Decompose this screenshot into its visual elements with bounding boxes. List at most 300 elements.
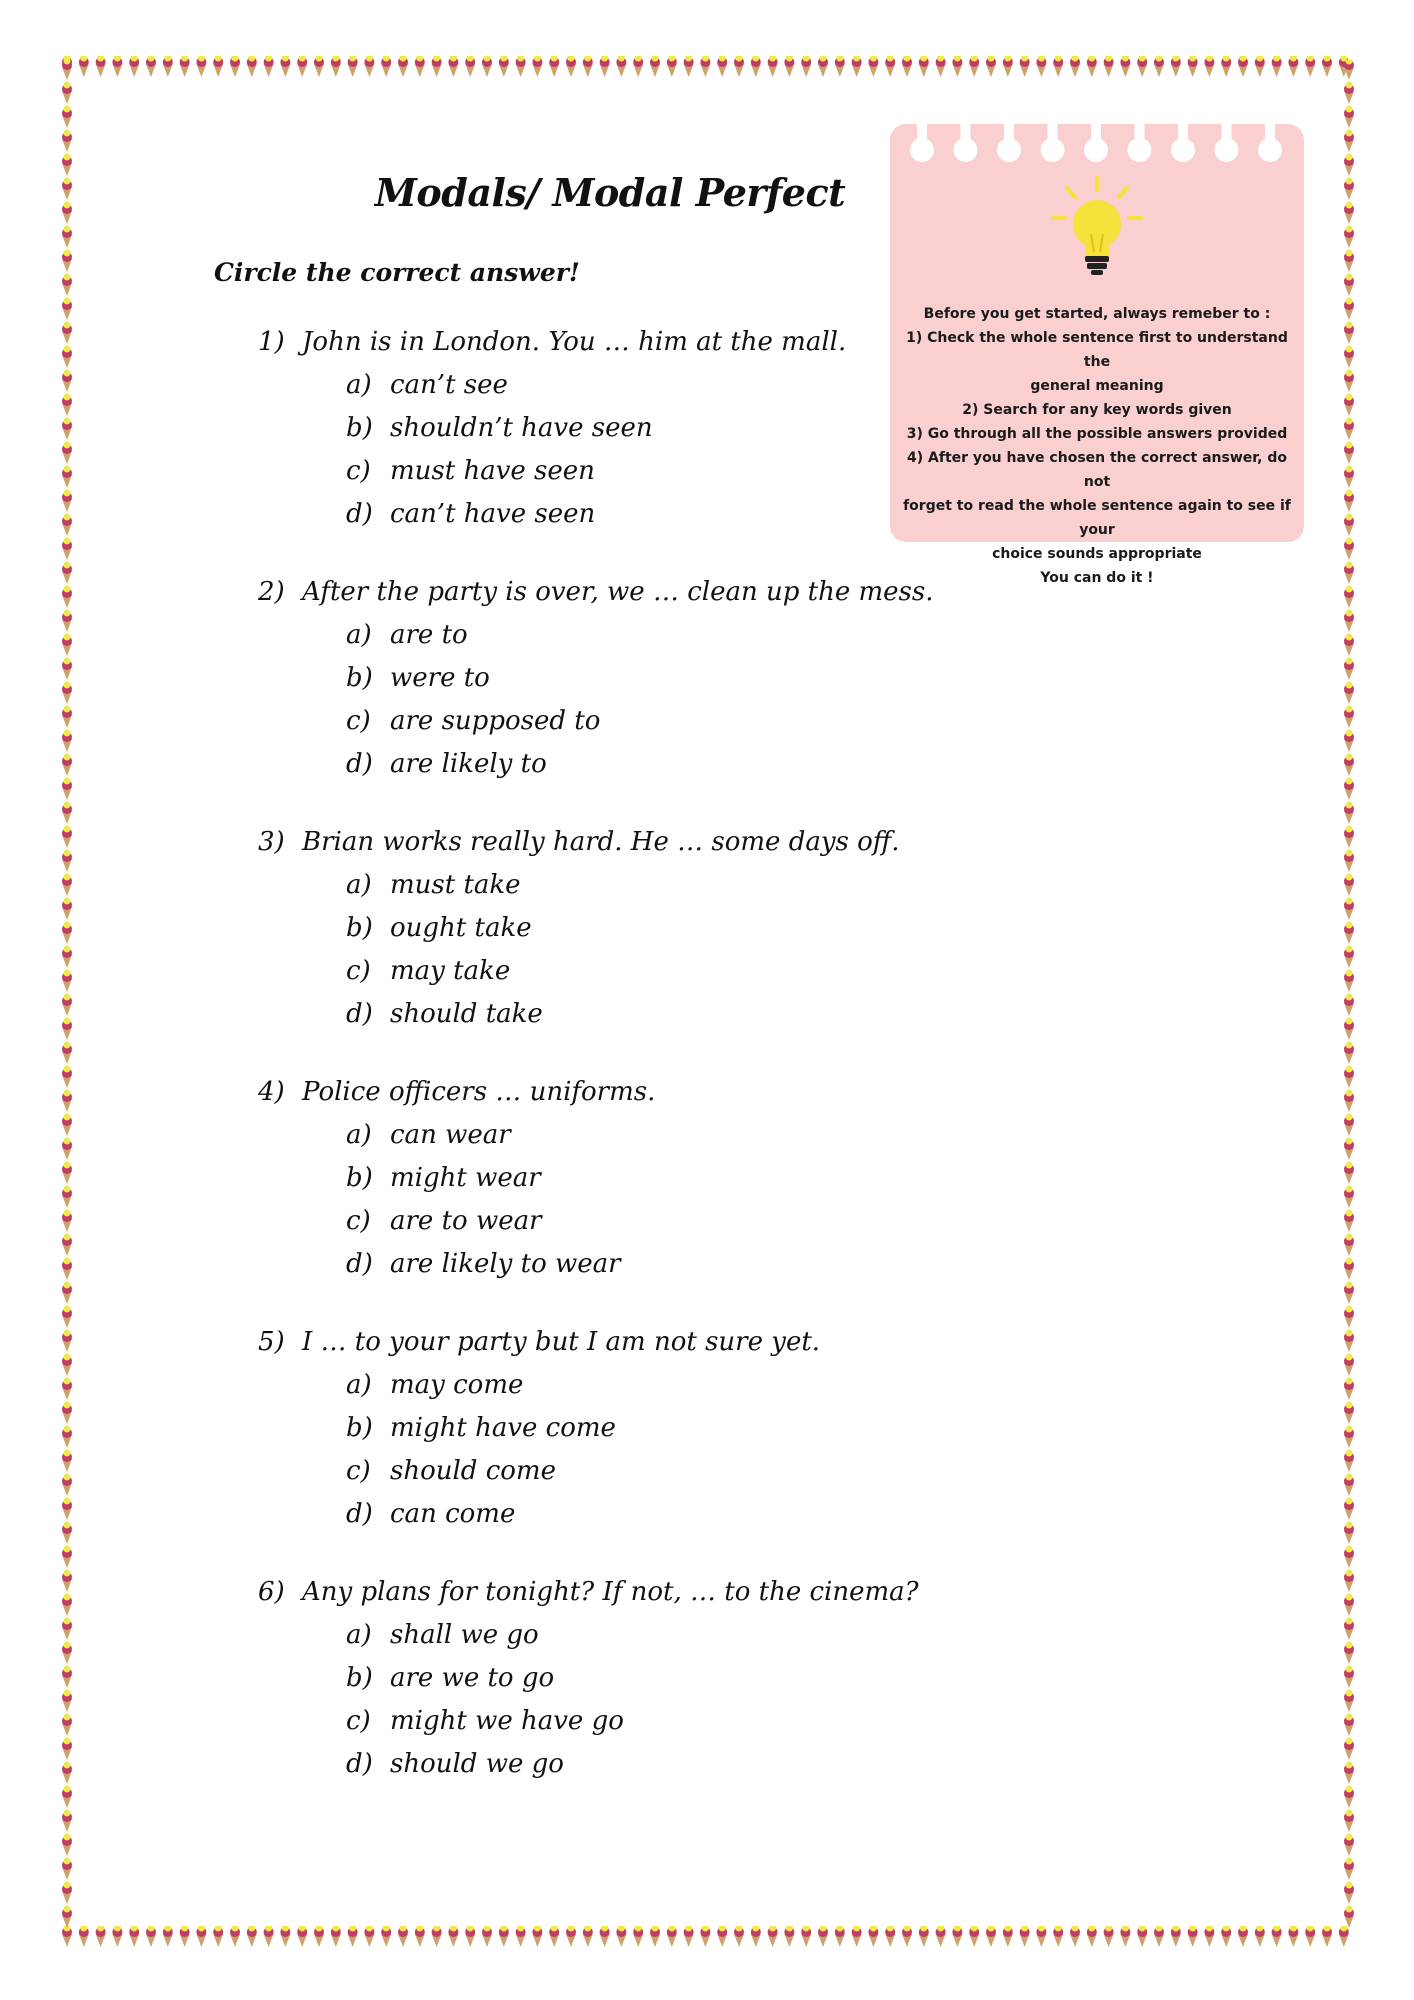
ice-cream-cone-icon	[62, 1378, 72, 1401]
ice-cream-cone-icon	[62, 970, 72, 993]
option-letter: d)	[346, 1499, 373, 1529]
ice-cream-cone-icon	[62, 1210, 72, 1233]
ice-cream-cone-icon	[1344, 1570, 1354, 1593]
option-letter: d)	[346, 999, 373, 1029]
ice-cream-cone-icon	[1344, 82, 1354, 105]
answer-option[interactable]	[258, 864, 958, 907]
ice-cream-cone-icon	[62, 1570, 72, 1593]
answer-option[interactable]	[258, 1114, 958, 1157]
ice-cream-cone-icon	[684, 1926, 694, 1947]
ice-cream-cone-icon	[919, 1926, 929, 1947]
ice-cream-cone-icon	[633, 1926, 643, 1947]
ice-cream-cone-icon	[1344, 658, 1354, 681]
ice-cream-cone-icon	[180, 56, 190, 77]
ice-cream-cone-icon	[1344, 922, 1354, 945]
question-text: Brian works really hard. He … some days off.	[302, 827, 900, 857]
ice-cream-cone-icon	[1104, 1926, 1114, 1947]
ice-cream-cone-icon	[1120, 56, 1130, 77]
question-list	[258, 320, 958, 1820]
ice-cream-cone-icon	[868, 56, 878, 77]
binding-hole	[1171, 138, 1195, 162]
ice-cream-cone-icon	[1344, 1162, 1354, 1185]
ice-cream-cone-icon	[784, 56, 794, 77]
answer-option[interactable]	[258, 1157, 958, 1200]
ice-cream-cone-icon	[62, 1258, 72, 1281]
ice-cream-cone-icon	[297, 56, 307, 77]
ice-cream-cone-icon	[1344, 514, 1354, 537]
ice-cream-cone-icon	[1255, 1926, 1265, 1947]
ice-cream-cone-icon	[448, 1926, 458, 1947]
ice-cream-cone-icon	[62, 1234, 72, 1257]
ice-cream-cone-icon	[62, 946, 72, 969]
ice-cream-cone-icon	[62, 706, 72, 729]
ice-cream-cone-icon	[1344, 586, 1354, 609]
ice-cream-cone-icon	[62, 1498, 72, 1521]
answer-option[interactable]	[258, 364, 958, 407]
ice-cream-cone-icon	[62, 298, 72, 321]
ice-cream-cone-icon	[62, 154, 72, 177]
option-text: are supposed to	[390, 706, 601, 736]
ice-cream-cone-icon	[936, 56, 946, 77]
answer-option[interactable]	[258, 614, 958, 657]
question-line	[258, 570, 958, 614]
ice-cream-cone-icon	[1070, 56, 1080, 77]
question-number: 4)	[258, 1077, 285, 1107]
ice-cream-cone-icon	[1344, 1090, 1354, 1113]
ice-cream-cone-icon	[196, 56, 206, 77]
ice-cream-cone-icon	[516, 1926, 526, 1947]
question-line	[258, 820, 958, 864]
question-number: 3)	[258, 827, 285, 857]
instruction-text: Circle the correct answer!	[214, 258, 580, 287]
answer-option[interactable]	[258, 1243, 958, 1286]
answer-option[interactable]	[258, 450, 958, 493]
ice-cream-cone-icon	[62, 490, 72, 513]
ice-cream-cone-icon	[1344, 1666, 1354, 1689]
option-text: can come	[390, 1499, 516, 1529]
ice-cream-cone-icon	[1036, 56, 1046, 77]
ice-cream-cone-icon	[1020, 56, 1030, 77]
option-text: might wear	[390, 1163, 541, 1193]
question-6	[258, 1570, 958, 1786]
option-text: should we go	[390, 1749, 564, 1779]
ice-cream-cone-icon	[1120, 1926, 1130, 1947]
ice-cream-cone-icon	[62, 1354, 72, 1377]
option-letter: d)	[346, 1249, 373, 1279]
answer-option[interactable]	[258, 700, 958, 743]
ice-cream-cone-icon	[1344, 1234, 1354, 1257]
ice-cream-cone-icon	[62, 850, 72, 873]
answer-option[interactable]	[258, 1493, 958, 1536]
ice-cream-cone-icon	[1344, 778, 1354, 801]
ice-cream-cone-icon	[62, 250, 72, 273]
ice-cream-cone-icon	[616, 56, 626, 77]
ice-cream-cone-icon	[600, 1926, 610, 1947]
ice-cream-cone-icon	[1344, 490, 1354, 513]
ice-cream-cone-icon	[62, 1306, 72, 1329]
ice-cream-cone-icon	[566, 1926, 576, 1947]
ice-cream-cone-icon	[1344, 1546, 1354, 1569]
option-letter: b)	[346, 663, 373, 693]
ice-cream-cone-icon	[180, 1926, 190, 1947]
ice-cream-cone-icon	[1344, 1138, 1354, 1161]
option-letter: b)	[346, 1163, 373, 1193]
ice-cream-cone-icon	[62, 226, 72, 249]
ice-cream-cone-icon	[600, 56, 610, 77]
ice-cream-cone-icon	[717, 1926, 727, 1947]
answer-option[interactable]	[258, 1200, 958, 1243]
ice-cream-cone-icon	[1322, 1926, 1332, 1947]
ice-cream-cone-icon	[1344, 634, 1354, 657]
ice-cream-cone-icon	[784, 1926, 794, 1947]
ice-cream-cone-icon	[1344, 1330, 1354, 1353]
question-3	[258, 820, 958, 1036]
answer-option[interactable]	[258, 907, 958, 950]
question-1	[258, 320, 958, 536]
ice-cream-cone-icon	[146, 56, 156, 77]
ice-cream-cone-icon	[348, 1926, 358, 1947]
ice-cream-cone-icon	[96, 56, 106, 77]
ice-cream-cone-icon	[1344, 466, 1354, 489]
ice-cream-cone-icon	[1344, 1402, 1354, 1425]
answer-option[interactable]	[258, 657, 958, 700]
ice-cream-cone-icon	[1344, 1738, 1354, 1761]
answer-option[interactable]	[258, 1450, 958, 1493]
ice-cream-cone-icon	[650, 1926, 660, 1947]
ice-cream-cone-icon	[986, 1926, 996, 1947]
ice-cream-cone-icon	[1344, 1522, 1354, 1545]
question-text: I … to your party but I am not sure yet.	[302, 1327, 821, 1357]
question-4	[258, 1070, 958, 1286]
ice-cream-cone-icon	[62, 1618, 72, 1641]
ice-cream-cone-icon	[163, 1926, 173, 1947]
ice-cream-cone-icon	[1344, 1906, 1354, 1929]
binding-hole	[910, 138, 934, 162]
ice-cream-cone-icon	[331, 1926, 341, 1947]
ice-cream-cone-icon	[331, 56, 341, 77]
binding-hole	[954, 138, 978, 162]
ice-cream-cone-icon	[112, 1926, 122, 1947]
answer-option[interactable]	[258, 1407, 958, 1450]
ice-cream-cone-icon	[1344, 1594, 1354, 1617]
ice-cream-cone-icon	[62, 274, 72, 297]
ice-cream-cone-icon	[62, 1114, 72, 1137]
answer-option[interactable]	[258, 743, 958, 786]
ice-cream-cone-icon	[1344, 1426, 1354, 1449]
ice-cream-cone-icon	[1344, 1810, 1354, 1833]
ice-cream-cone-icon	[1221, 1926, 1231, 1947]
ice-cream-cone-icon	[768, 56, 778, 77]
ice-cream-cone-icon	[62, 994, 72, 1017]
answer-option[interactable]	[258, 1743, 958, 1786]
option-letter: a)	[346, 370, 372, 400]
answer-option[interactable]	[258, 1614, 958, 1657]
option-letter: c)	[346, 706, 371, 736]
ice-cream-cone-icon	[801, 56, 811, 77]
ice-cream-cone-icon	[62, 394, 72, 417]
ice-cream-cone-icon	[62, 1090, 72, 1113]
question-number: 1)	[258, 327, 285, 357]
ice-cream-cone-icon	[465, 1926, 475, 1947]
ice-cream-cone-icon	[1344, 250, 1354, 273]
option-letter: b)	[346, 413, 373, 443]
ice-cream-cone-icon	[364, 1926, 374, 1947]
ice-cream-cone-icon	[583, 1926, 593, 1947]
question-text: Police officers … uniforms.	[302, 1077, 656, 1107]
ice-cream-cone-icon	[1344, 1042, 1354, 1065]
ice-cream-cone-icon	[96, 1926, 106, 1947]
ice-cream-cone-icon	[62, 1018, 72, 1041]
ice-cream-cone-icon	[1344, 1378, 1354, 1401]
option-letter: a)	[346, 1370, 372, 1400]
option-text: are we to go	[390, 1663, 555, 1693]
ice-cream-cone-icon	[62, 730, 72, 753]
ice-cream-cone-icon	[62, 60, 72, 80]
ice-cream-cone-icon	[62, 898, 72, 921]
ice-cream-cone-icon	[1344, 346, 1354, 369]
ice-cream-cone-icon	[62, 1714, 72, 1737]
ice-cream-cone-icon	[852, 56, 862, 77]
ice-cream-cone-icon	[835, 56, 845, 77]
option-text: can’t see	[390, 370, 508, 400]
ice-cream-cone-icon	[969, 1926, 979, 1947]
ice-cream-cone-icon	[280, 56, 290, 77]
ice-cream-cone-icon	[1344, 850, 1354, 873]
ice-cream-cone-icon	[62, 1858, 72, 1881]
ice-cream-cone-icon	[264, 56, 274, 77]
ice-cream-cone-icon	[818, 56, 828, 77]
answer-option[interactable]	[258, 1700, 958, 1743]
question-line	[258, 1070, 958, 1114]
ice-cream-cone-icon	[62, 1810, 72, 1833]
ice-cream-cone-icon	[885, 56, 895, 77]
option-text: are likely to wear	[390, 1249, 621, 1279]
ice-cream-cone-icon	[432, 56, 442, 77]
ice-cream-cone-icon	[1104, 56, 1114, 77]
ice-cream-cone-icon	[62, 1594, 72, 1617]
ice-cream-cone-icon	[1344, 898, 1354, 921]
binding-hole	[997, 138, 1021, 162]
worksheet-title: Modals/ Modal Perfect	[374, 170, 846, 215]
ice-cream-cone-icon	[482, 56, 492, 77]
tip-card	[890, 124, 1304, 586]
answer-option[interactable]	[258, 950, 958, 993]
ice-cream-cone-icon	[1344, 1210, 1354, 1233]
tip-text	[900, 302, 1294, 590]
ice-cream-cone-icon	[616, 1926, 626, 1947]
ice-cream-cone-icon	[566, 56, 576, 77]
ice-cream-cone-icon	[1003, 56, 1013, 77]
tip-line: 1) Check the whole sentence first to understand the	[906, 330, 1288, 370]
ice-cream-cone-icon	[1070, 1926, 1080, 1947]
binding-hole	[1258, 138, 1282, 162]
ice-cream-cone-icon	[549, 1926, 559, 1947]
ice-cream-cone-icon	[62, 178, 72, 201]
ice-cream-cone-icon	[62, 346, 72, 369]
ice-cream-cone-icon	[1344, 1834, 1354, 1857]
ice-cream-cone-icon	[1288, 1926, 1298, 1947]
ice-cream-cone-icon	[62, 82, 72, 105]
option-letter: d)	[346, 1749, 373, 1779]
option-letter: b)	[346, 1413, 373, 1443]
ice-cream-cone-icon	[532, 1926, 542, 1947]
ice-cream-cone-icon	[62, 658, 72, 681]
ice-cream-cone-icon	[1344, 202, 1354, 225]
ice-cream-cone-icon	[885, 1926, 895, 1947]
ice-cream-cone-icon	[62, 1138, 72, 1161]
ice-cream-cone-icon	[1344, 1354, 1354, 1377]
ice-cream-cone-icon	[129, 1926, 139, 1947]
option-letter: a)	[346, 1620, 372, 1650]
tip-line: choice sounds appropriate	[992, 546, 1202, 562]
question-number: 5)	[258, 1327, 285, 1357]
option-text: may take	[390, 956, 511, 986]
option-text: might we have go	[390, 1706, 624, 1736]
ice-cream-cone-icon	[196, 1926, 206, 1947]
ice-cream-cone-icon	[62, 682, 72, 705]
ice-cream-cone-icon	[1344, 130, 1354, 153]
decorative-border-right	[1342, 60, 1356, 1950]
ice-cream-cone-icon	[62, 442, 72, 465]
ice-cream-cone-icon	[62, 1666, 72, 1689]
ice-cream-cone-icon	[1087, 1926, 1097, 1947]
ice-cream-cone-icon	[62, 1642, 72, 1665]
option-letter: c)	[346, 956, 371, 986]
ice-cream-cone-icon	[1053, 56, 1063, 77]
question-5	[258, 1320, 958, 1536]
ice-cream-cone-icon	[751, 56, 761, 77]
ice-cream-cone-icon	[1344, 610, 1354, 633]
binding-hole	[1128, 138, 1152, 162]
ice-cream-cone-icon	[1344, 826, 1354, 849]
option-letter: c)	[346, 456, 371, 486]
ice-cream-cone-icon	[314, 56, 324, 77]
ice-cream-cone-icon	[1344, 322, 1354, 345]
ice-cream-cone-icon	[62, 106, 72, 129]
option-text: are to	[390, 620, 468, 650]
ice-cream-cone-icon	[62, 1690, 72, 1713]
ice-cream-cone-icon	[801, 1926, 811, 1947]
ice-cream-cone-icon	[230, 56, 240, 77]
ice-cream-cone-icon	[247, 1926, 257, 1947]
ice-cream-cone-icon	[1344, 298, 1354, 321]
answer-option[interactable]	[258, 1657, 958, 1700]
ice-cream-cone-icon	[1221, 56, 1231, 77]
ice-cream-cone-icon	[1188, 1926, 1198, 1947]
ice-cream-cone-icon	[62, 586, 72, 609]
ice-cream-cone-icon	[1305, 56, 1315, 77]
ice-cream-cone-icon	[1344, 682, 1354, 705]
ice-cream-cone-icon	[1344, 60, 1354, 80]
ice-cream-cone-icon	[549, 56, 559, 77]
ice-cream-cone-icon	[62, 418, 72, 441]
option-text: are to wear	[390, 1206, 542, 1236]
ice-cream-cone-icon	[314, 1926, 324, 1947]
lightbulb-icon	[1047, 174, 1147, 284]
ice-cream-cone-icon	[62, 826, 72, 849]
ice-cream-cone-icon	[1053, 1926, 1063, 1947]
ice-cream-cone-icon	[1344, 370, 1354, 393]
option-text: must have seen	[390, 456, 595, 486]
binding-hole	[1084, 138, 1108, 162]
ice-cream-cone-icon	[835, 1926, 845, 1947]
ice-cream-cone-icon	[1238, 56, 1248, 77]
ice-cream-cone-icon	[919, 56, 929, 77]
ice-cream-cone-icon	[62, 610, 72, 633]
answer-option[interactable]	[258, 493, 958, 536]
ice-cream-cone-icon	[415, 1926, 425, 1947]
answer-option[interactable]	[258, 993, 958, 1036]
ice-cream-cone-icon	[62, 778, 72, 801]
ice-cream-cone-icon	[213, 1926, 223, 1947]
ice-cream-cone-icon	[62, 1762, 72, 1785]
tip-line: 2) Search for any key words given	[962, 402, 1232, 418]
ice-cream-cone-icon	[297, 1926, 307, 1947]
option-text: should come	[390, 1456, 556, 1486]
option-letter: c)	[346, 1706, 371, 1736]
ice-cream-cone-icon	[1272, 1926, 1282, 1947]
option-letter: a)	[346, 870, 372, 900]
ice-cream-cone-icon	[633, 56, 643, 77]
ice-cream-cone-icon	[62, 1522, 72, 1545]
ice-cream-cone-icon	[700, 56, 710, 77]
question-text: After the party is over, we … clean up the mess.	[302, 577, 934, 607]
ice-cream-cone-icon	[62, 922, 72, 945]
ice-cream-cone-icon	[734, 1926, 744, 1947]
ice-cream-cone-icon	[1288, 56, 1298, 77]
ice-cream-cone-icon	[1204, 56, 1214, 77]
ice-cream-cone-icon	[684, 56, 694, 77]
option-letter: a)	[346, 1120, 372, 1150]
ice-cream-cone-icon	[465, 56, 475, 77]
ice-cream-cone-icon	[1272, 56, 1282, 77]
ice-cream-cone-icon	[415, 56, 425, 77]
ice-cream-cone-icon	[62, 1282, 72, 1305]
answer-option[interactable]	[258, 1364, 958, 1407]
option-text: ought take	[390, 913, 532, 943]
ice-cream-cone-icon	[936, 1926, 946, 1947]
ice-cream-cone-icon	[1344, 1618, 1354, 1641]
ice-cream-cone-icon	[1344, 1186, 1354, 1209]
ice-cream-cone-icon	[717, 56, 727, 77]
ice-cream-cone-icon	[146, 1926, 156, 1947]
question-text: Any plans for tonight? If not, … to the cinema?	[302, 1577, 919, 1607]
ice-cream-cone-icon	[532, 56, 542, 77]
ice-cream-cone-icon	[1344, 970, 1354, 993]
ice-cream-cone-icon	[264, 1926, 274, 1947]
ice-cream-cone-icon	[62, 802, 72, 825]
ice-cream-cone-icon	[62, 1786, 72, 1809]
ice-cream-cone-icon	[1344, 1306, 1354, 1329]
ice-cream-cone-icon	[62, 1546, 72, 1569]
ice-cream-cone-icon	[364, 56, 374, 77]
ice-cream-cone-icon	[1344, 394, 1354, 417]
option-text: can’t have seen	[390, 499, 596, 529]
ice-cream-cone-icon	[62, 634, 72, 657]
ice-cream-cone-icon	[62, 370, 72, 393]
ice-cream-cone-icon	[1344, 706, 1354, 729]
ice-cream-cone-icon	[482, 1926, 492, 1947]
ice-cream-cone-icon	[1344, 1762, 1354, 1785]
ice-cream-cone-icon	[62, 1738, 72, 1761]
ice-cream-cone-icon	[1344, 802, 1354, 825]
ice-cream-cone-icon	[1344, 1114, 1354, 1137]
ice-cream-cone-icon	[1344, 1450, 1354, 1473]
ice-cream-cone-icon	[62, 202, 72, 225]
answer-option[interactable]	[258, 407, 958, 450]
ice-cream-cone-icon	[1344, 994, 1354, 1017]
ice-cream-cone-icon	[381, 1926, 391, 1947]
